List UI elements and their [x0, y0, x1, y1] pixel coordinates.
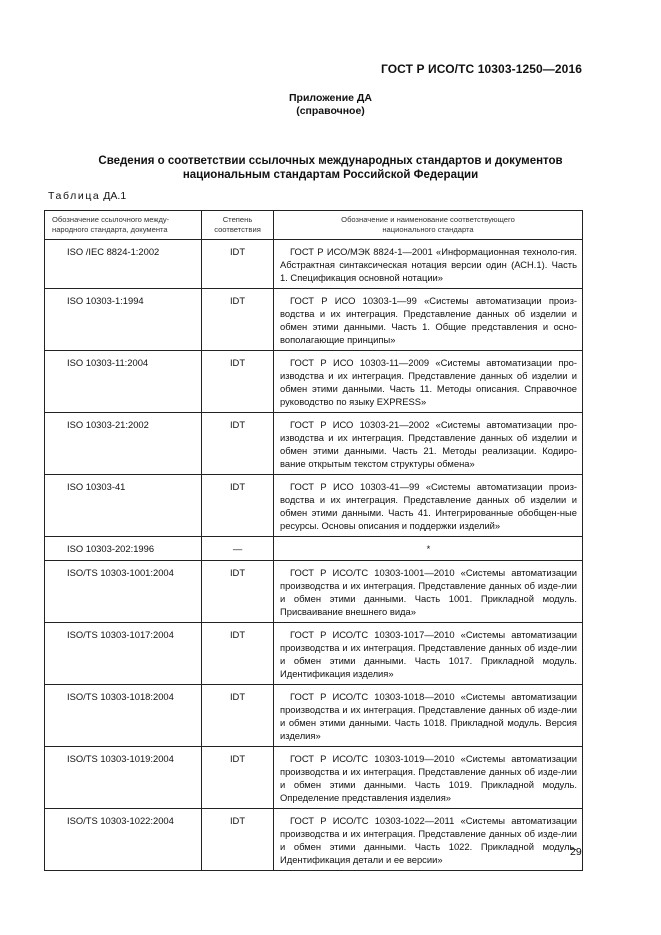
table-row — [45, 685, 583, 747]
heading-line-1: Сведения о соответствии ссылочных международных стандартов и документов — [98, 155, 563, 167]
appendix-block — [0, 92, 661, 118]
national-standard-cell: * — [274, 537, 583, 561]
table-row — [45, 413, 583, 475]
reference-cell: ISO/TS 10303-1001:2004 — [45, 561, 202, 623]
national-standard-cell: ГОСТ Р ИСО/ТС 10303-1017—2010 «Системы автоматизации производства и их интеграция. Представление данных об изде-лии и обмен этими данными. Часть 1017. Прикладной модуль. Идентификация изделия» — [274, 623, 583, 685]
appendix-subtitle: (справочное) — [296, 105, 365, 117]
national-standard-cell: ГОСТ Р ИСО/ТС 10303-1001—2010 «Системы автоматизации производства и их интеграция. Представление данных об изде-лии и обмен этими данными. Часть 1001. Прикладной модуль. Присваивание внешнего вида» — [274, 561, 583, 623]
header-national-standard: Обозначение и наименование соответствующего национального стандарта — [274, 211, 583, 240]
degree-cell: IDT — [202, 561, 274, 623]
national-standard-cell: ГОСТ Р ИСО 10303-1—99 «Системы автоматизации произ-водства и их интеграция. Представление данных об изделии и обмен этими данными. Часть 1. Общие представления и осно-вополагающие принципы» — [274, 289, 583, 351]
degree-cell: IDT — [202, 475, 274, 537]
correspondence-table — [44, 210, 583, 871]
degree-cell: IDT — [202, 351, 274, 413]
national-standard-cell: ГОСТ Р ИСО 10303-41—99 «Системы автоматизации произ-водства и их интеграция. Представление данных об изделии и обмен этими данными. Часть 41. Интегрированные обобщен-ные ресурсы. Основы описания и поддержки изделий» — [274, 475, 583, 537]
degree-cell: IDT — [202, 747, 274, 809]
table-label-word: Таблица — [48, 190, 101, 202]
degree-cell: — — [202, 537, 274, 561]
degree-cell: IDT — [202, 240, 274, 289]
reference-cell: ISO 10303-202:1996 — [45, 537, 202, 561]
national-standard-cell: ГОСТ Р ИСО 10303-21—2002 «Системы автоматизации про-изводства и их интеграция. Представление данных об изделии и обмен этими данными. Часть 21. Методы реализации. Кодиро-вание открытым текстом структуры обмена» — [274, 413, 583, 475]
table-row — [45, 809, 583, 871]
degree-cell: IDT — [202, 685, 274, 747]
reference-cell: ISO/TS 10303-1018:2004 — [45, 685, 202, 747]
national-standard-cell: ГОСТ Р ИСО 10303-11—2009 «Системы автоматизации про-изводства и их интеграция. Представление данных об изделии и обмен этими данными. Часть 11. Методы описания. Справочное руководство по языку EXPRESS» — [274, 351, 583, 413]
table-row — [45, 561, 583, 623]
document-code: ГОСТ Р ИСО/ТС 10303-1250—2016 — [381, 62, 582, 76]
table-row — [45, 351, 583, 413]
header-reference-standard: Обозначение ссылочного между- народного стандарта, документа — [45, 211, 202, 240]
table-label-id: ДА.1 — [103, 190, 127, 202]
section-heading — [0, 154, 661, 182]
reference-cell: ISO 10303-41 — [45, 475, 202, 537]
degree-cell: IDT — [202, 289, 274, 351]
heading-line-2: национальным стандартам Российской Федерации — [182, 169, 479, 181]
national-standard-cell: ГОСТ Р ИСО/ТС 10303-1019—2010 «Системы автоматизации производства и их интеграция. Представление данных об изде-лии и обмен этими данными. Часть 1019. Прикладной модуль. Определение представления изделия» — [274, 747, 583, 809]
header-degree: Степень соответствия — [202, 211, 274, 240]
national-standard-cell: ГОСТ Р ИСО/ТС 10303-1022—2011 «Системы автоматизации производства и их интеграция. Представление данных об изде-лии и обмен этими данными. Часть 1022. Прикладной модуль. Идентификация детали и ее версии» — [274, 809, 583, 871]
national-standard-cell: ГОСТ Р ИСО/МЭК 8824-1—2001 «Информационная техноло-гия. Абстрактная синтаксическая нотация версии один (АСН.1). Часть 1. Спецификация основной нотации» — [274, 240, 583, 289]
reference-cell: ISO 10303-21:2002 — [45, 413, 202, 475]
reference-cell: ISO /IEC 8824-1:2002 — [45, 240, 202, 289]
reference-cell: ISO 10303-11:2004 — [45, 351, 202, 413]
degree-cell: IDT — [202, 809, 274, 871]
table-row — [45, 623, 583, 685]
table-row — [45, 289, 583, 351]
table-row — [45, 240, 583, 289]
table-row — [45, 537, 583, 561]
table-row — [45, 747, 583, 809]
degree-cell: IDT — [202, 413, 274, 475]
reference-cell: ISO/TS 10303-1017:2004 — [45, 623, 202, 685]
appendix-title: Приложение ДА — [289, 92, 372, 104]
reference-cell: ISO 10303-1:1994 — [45, 289, 202, 351]
table-header-row — [45, 211, 583, 240]
page-number: 29 — [570, 846, 582, 858]
reference-cell: ISO/TS 10303-1022:2004 — [45, 809, 202, 871]
table-label — [48, 190, 126, 202]
degree-cell: IDT — [202, 623, 274, 685]
table-row — [45, 475, 583, 537]
national-standard-cell: ГОСТ Р ИСО/ТС 10303-1018—2010 «Системы автоматизации производства и их интеграция. Представление данных об изде-лии и обмен этими данными. Часть 1018. Прикладной модуль. Версия изделия» — [274, 685, 583, 747]
reference-cell: ISO/TS 10303-1019:2004 — [45, 747, 202, 809]
